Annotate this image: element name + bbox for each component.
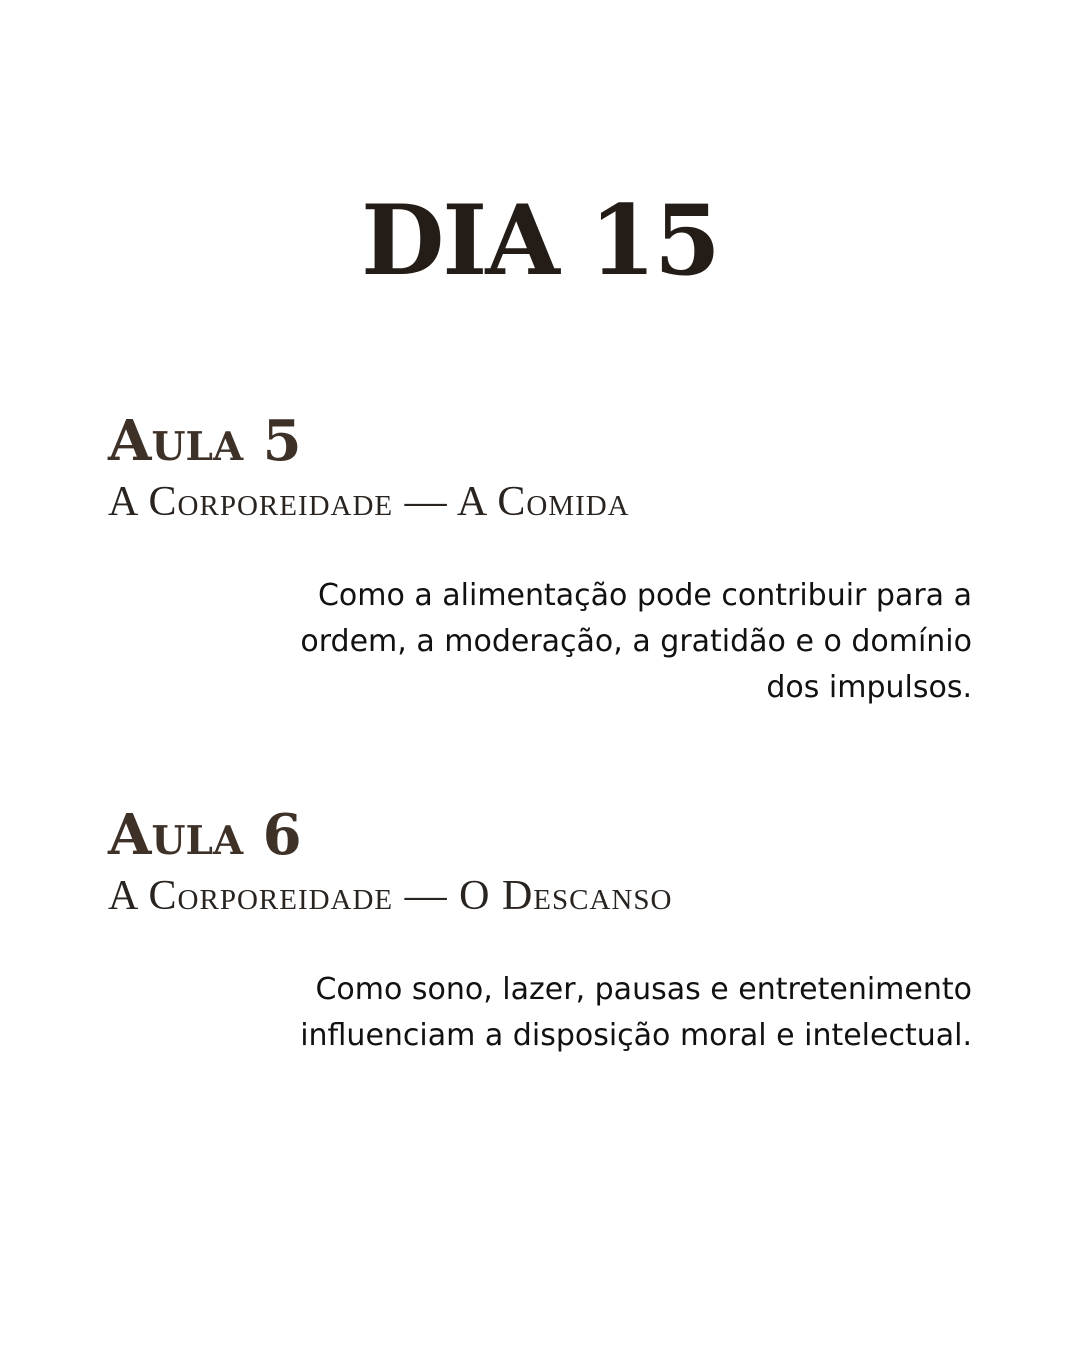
lesson-description xyxy=(108,967,972,1059)
lesson-description xyxy=(108,573,972,711)
lesson-heading: Aula 5 xyxy=(108,408,302,474)
description-line: Como a alimentação pode contribuir para a xyxy=(317,577,972,613)
lesson-subtitle: A Corporeidade — A Comida xyxy=(108,478,630,525)
description-line: Como sono, lazer, pausas e entretenimento xyxy=(315,971,972,1007)
day-title: DIA 15 xyxy=(361,184,719,297)
lesson-subtitle: A Corporeidade — O Descanso xyxy=(108,872,673,919)
description-line: ordem, a moderação, a gratidão e o domínio xyxy=(300,623,972,659)
lesson-5-section xyxy=(108,408,972,711)
description-line: influenciam a disposição moral e intelectual. xyxy=(300,1017,972,1053)
lesson-heading: Aula 6 xyxy=(108,802,302,868)
description-line: dos impulsos. xyxy=(766,669,972,705)
lesson-6-section xyxy=(108,802,972,1059)
